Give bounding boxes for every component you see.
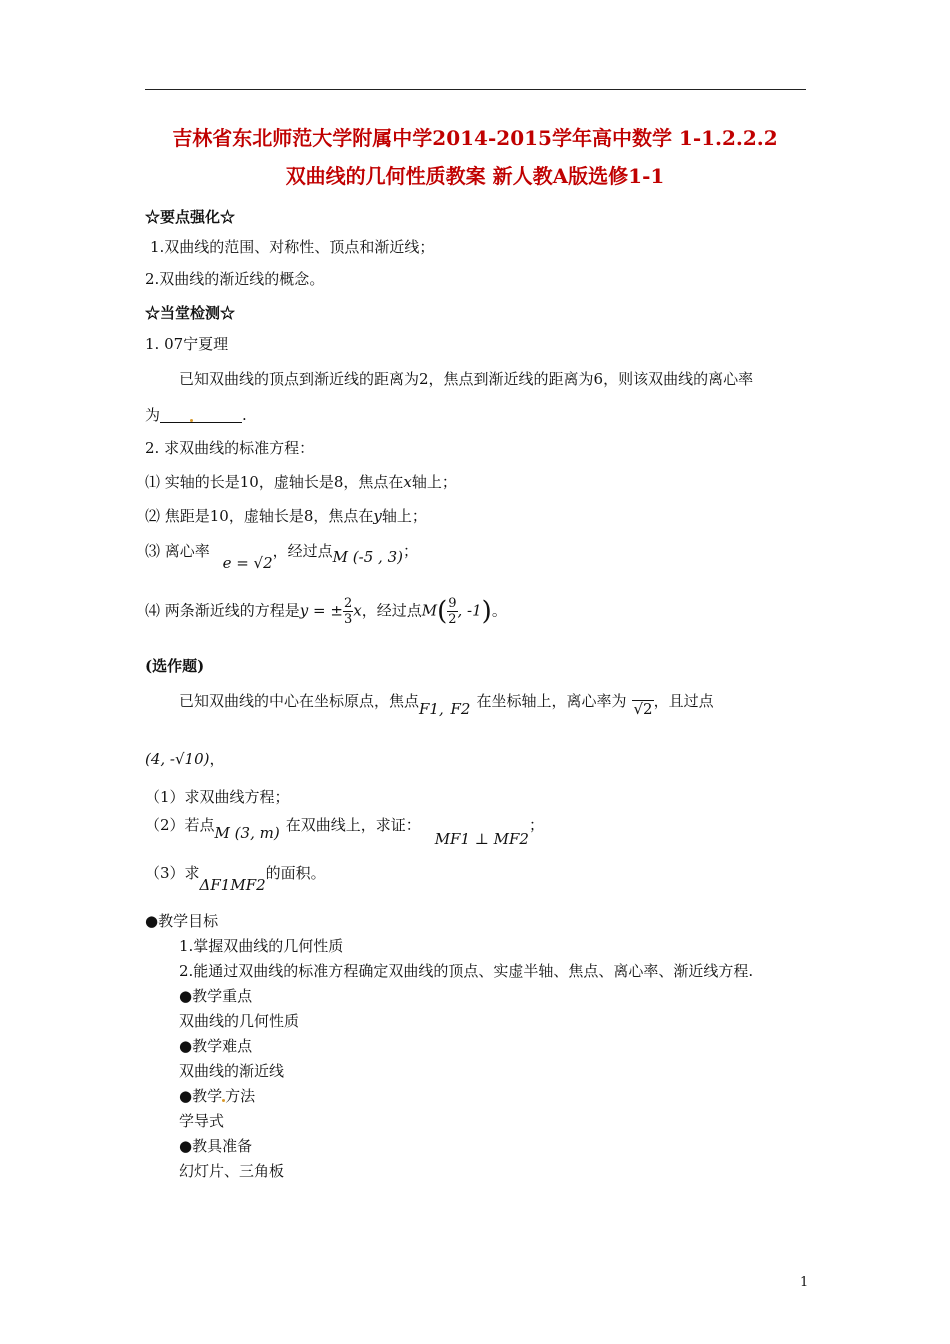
header-rule bbox=[145, 89, 806, 90]
triangle-label: ΔF1MF2 bbox=[199, 876, 266, 894]
point-m-3-m: M (3, m) bbox=[214, 824, 280, 842]
focus-text: 双曲线的几何性质 bbox=[179, 1012, 300, 1030]
point-m: M (-5 , 3) bbox=[332, 548, 403, 566]
point-x-denominator: 2 bbox=[448, 612, 457, 627]
q2-1-text: ⑴ 实轴的长是10，虚轴长是8，焦点在 bbox=[145, 473, 404, 491]
optional-sub-1: （1）求双曲线方程； bbox=[145, 788, 290, 806]
method-heading-b: 方法 bbox=[225, 1087, 256, 1105]
optional-text-a: 已知双曲线的中心在坐标原点，焦点 bbox=[179, 692, 420, 710]
q2-4-prefix: ⑷ 两条渐近线的方程是 bbox=[145, 601, 300, 620]
sub3-text-a: （3）求 bbox=[145, 864, 200, 882]
key-points-heading: ☆要点强化☆ bbox=[145, 208, 236, 226]
optional-text-c: ，且过点 bbox=[653, 692, 714, 710]
sub2-text-b: 在双曲线上，求证： bbox=[285, 816, 421, 834]
q2-4-end: 。 bbox=[491, 601, 507, 620]
q2-1-end: 轴上； bbox=[411, 473, 457, 491]
question-1-answer-line bbox=[145, 404, 247, 425]
optional-heading: (选作题) bbox=[145, 657, 205, 675]
tools-text: 幻灯片、三角板 bbox=[179, 1162, 285, 1180]
question-2-part-4 bbox=[145, 596, 507, 627]
asymptote-eq-rhs: x bbox=[353, 601, 362, 620]
optional-text-b: 在坐标轴上，离心率为 bbox=[476, 692, 627, 710]
question-2-part-1 bbox=[145, 471, 457, 492]
tools-heading: ●教具准备 bbox=[179, 1137, 253, 1155]
point-label: M bbox=[421, 601, 438, 620]
method-heading-a: ●教学 bbox=[179, 1087, 223, 1105]
key-point-item: 1.双曲线的范围、对称性、顶点和渐近线； bbox=[150, 238, 435, 256]
point-x-fraction bbox=[447, 596, 457, 627]
point-x-numerator: 9 bbox=[448, 596, 457, 611]
question-2-label: 2. 求双曲线的标准方程： bbox=[145, 439, 315, 457]
asymptote-eq-lhs: y = ± bbox=[299, 601, 343, 620]
goal-item: 1.掌握双曲线的几何性质 bbox=[179, 937, 344, 955]
optional-point-end: ， bbox=[209, 750, 225, 768]
check-heading: ☆当堂检测☆ bbox=[145, 304, 236, 322]
asymptote-fraction bbox=[343, 596, 353, 627]
close-paren: ) bbox=[481, 596, 492, 627]
key-point-item: 2.双曲线的渐近线的概念。 bbox=[145, 270, 325, 288]
question-1-label: 1. 07宁夏理 bbox=[145, 335, 229, 353]
answer-blank[interactable] bbox=[160, 408, 242, 423]
fraction-denominator: 3 bbox=[343, 612, 353, 627]
q2-3-end: ； bbox=[402, 542, 418, 560]
optional-sub-3 bbox=[145, 862, 326, 894]
q2-2-end: 轴上； bbox=[381, 507, 427, 525]
title-line-1: 吉林省东北师范大学附属中学2014-2015学年高中数学 1-1.2.2.2 bbox=[172, 126, 778, 150]
q2-3-prefix: ⑶ 离心率 bbox=[145, 542, 210, 560]
q2-3-mid: ，经过点 bbox=[272, 542, 333, 560]
title-line-2: 双曲线的几何性质教案 新人教A版选修1-1 bbox=[285, 164, 665, 188]
eccentricity-formula: e = √2 bbox=[222, 554, 273, 572]
perpendicular-claim: MF1 ⊥ MF2 bbox=[434, 830, 529, 848]
q2-4-mid: ，经过点 bbox=[361, 601, 422, 620]
eccentricity-value: √2 bbox=[633, 700, 653, 718]
focus-heading: ●教学重点 bbox=[179, 987, 253, 1005]
sub2-end: ； bbox=[528, 816, 544, 834]
goal-item: 2.能通过双曲线的标准方程确定双曲线的顶点、实虚半轴、焦点、离心率、渐近线方程. bbox=[179, 962, 754, 980]
optional-problem-line bbox=[179, 690, 714, 718]
question-1-text: 已知双曲线的顶点到渐近线的距离为2，焦点到渐近线的距离为6，则该双曲线的离心率 bbox=[179, 370, 754, 388]
optional-sub-2 bbox=[145, 814, 544, 848]
method-heading bbox=[179, 1085, 255, 1106]
question-2-part-2 bbox=[145, 505, 427, 526]
given-point: (4, -√10) bbox=[145, 750, 210, 768]
q2-1-var: x bbox=[403, 473, 412, 491]
difficulty-text: 双曲线的渐近线 bbox=[179, 1062, 285, 1080]
foci-labels: F1, F2 bbox=[419, 700, 471, 718]
question-2-part-3 bbox=[145, 540, 418, 572]
q2-2-text: ⑵ 焦距是10，虚轴长是8，焦点在 bbox=[145, 507, 374, 525]
optional-point-line bbox=[145, 748, 225, 769]
question-1-tail-prefix: 为 bbox=[145, 406, 161, 424]
method-text: 学导式 bbox=[179, 1112, 225, 1130]
sub3-text-b: 的面积。 bbox=[265, 864, 326, 882]
page-number: 1 bbox=[800, 1275, 809, 1290]
fraction-numerator: 2 bbox=[343, 596, 353, 611]
difficulty-heading: ●教学难点 bbox=[179, 1037, 253, 1055]
sub2-text-a: （2）若点 bbox=[145, 816, 215, 834]
open-paren: ( bbox=[437, 596, 448, 627]
question-1-tail-suffix: . bbox=[242, 406, 247, 424]
goal-heading: ●教学目标 bbox=[145, 912, 219, 930]
q2-2-var: y bbox=[373, 507, 382, 525]
point-y: , -1 bbox=[457, 601, 482, 620]
ink-mark bbox=[190, 419, 193, 422]
